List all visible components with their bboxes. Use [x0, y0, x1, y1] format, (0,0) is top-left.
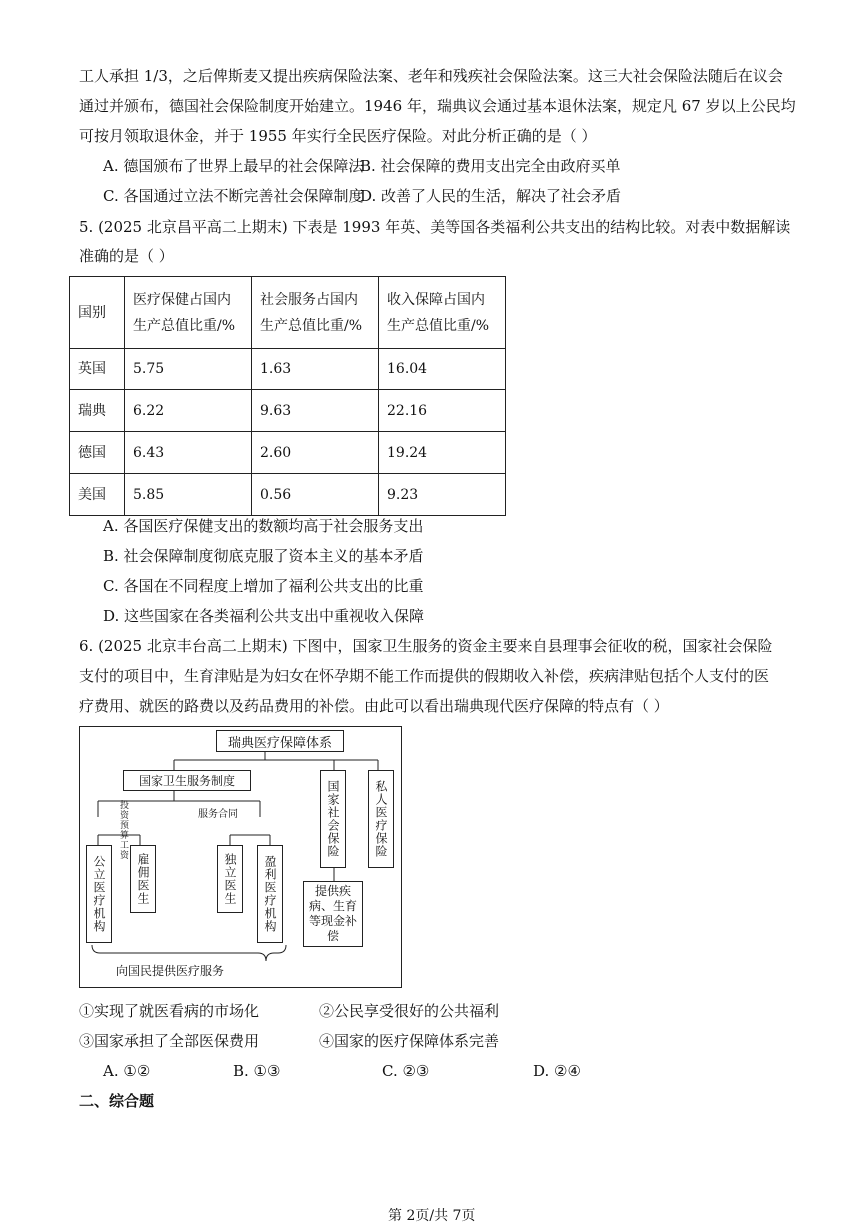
option-b: B. 社会保障的费用支出完全由政府买单	[360, 157, 621, 175]
table-cell: 16.04	[379, 349, 506, 390]
option-c: C. 各国在不同程度上增加了福利公共支出的比重	[103, 577, 424, 595]
profit-institution-box: 盈利医疗机构	[257, 845, 283, 943]
option-a: A. ①②	[103, 1062, 151, 1080]
question-6-line: 支付的项目中，生育津贴是为妇女在怀孕期不能工作而提供的假期收入补偿，疾病津贴包括个人支付的医	[79, 667, 770, 685]
statement-1: ①实现了就医看病的市场化	[79, 1002, 260, 1020]
table-header-cell: 医疗保健占国内生产总值比重/%	[125, 277, 252, 349]
table-cell: 2.60	[252, 432, 379, 474]
medical-system-diagram	[79, 726, 402, 988]
table-cell: 22.16	[379, 390, 506, 432]
statement-3: ③国家承担了全部医保费用	[79, 1032, 260, 1050]
table-cell: 9.23	[379, 474, 506, 516]
employed-doctor-box: 雇佣医生	[130, 845, 156, 913]
table-cell: 瑞典	[70, 390, 125, 432]
table-header-cell: 国别	[70, 277, 125, 349]
question-6-line: 6. (2025 北京丰台高二上期末) 下图中，国家卫生服务的资金主要来自县理事会征收的税，国家社会保险	[79, 637, 773, 655]
subsidy-box: 提供疾病、生育等现金补偿	[303, 881, 363, 947]
section-heading: 二、综合题	[79, 1092, 155, 1110]
table-header-cell: 社会服务占国内生产总值比重/%	[252, 277, 379, 349]
table-row	[70, 474, 506, 516]
table-cell: 5.85	[125, 474, 252, 516]
option-a: A. 德国颁布了世界上最早的社会保障法	[103, 157, 364, 175]
paragraph-line: 工人承担 1/3，之后俾斯麦又提出疾病保险法案、老年和残疾社会保险法案。这三大社会保险法随后在议会	[79, 67, 783, 85]
option-c: C. 各国通过立法不断完善社会保障制度	[103, 187, 364, 205]
table-row	[70, 432, 506, 474]
table-cell: 0.56	[252, 474, 379, 516]
social-insurance-box: 国家社会保险	[320, 770, 346, 868]
option-d: D. 改善了人民的生活，解决了社会矛盾	[360, 187, 622, 205]
option-b: B. 社会保障制度彻底克服了资本主义的基本矛盾	[103, 547, 424, 565]
question-6-line: 疗费用、就医的路费以及药品费用的补偿。由此可以看出瑞典现代医疗保障的特点有（ ）	[79, 697, 669, 715]
statement-4: ④国家的医疗保障体系完善	[319, 1032, 500, 1050]
page-footer: 第 2页/共 7页	[388, 1208, 476, 1224]
statement-2: ②公民享受很好的公共福利	[319, 1002, 500, 1020]
paragraph-line: 通过并颁布，德国社会保险制度开始建立。1946 年，瑞典议会通过基本退休法案，规定凡 67 岁以上公民均	[79, 97, 796, 115]
table-cell: 9.63	[252, 390, 379, 432]
table-row	[70, 349, 506, 390]
private-insurance-box: 私人医疗保险	[368, 770, 394, 868]
contract-label: 服务合同	[198, 809, 238, 820]
table-header-cell: 收入保障占国内生产总值比重/%	[379, 277, 506, 349]
table-cell: 6.43	[125, 432, 252, 474]
table-cell: 英国	[70, 349, 125, 390]
public-institution-box: 公立医疗机构	[86, 845, 112, 943]
table-header-row	[70, 277, 506, 349]
table-cell: 5.75	[125, 349, 252, 390]
independent-doctor-box: 独立医生	[217, 845, 243, 913]
paragraph-line: 可按月领取退休金，并于 1955 年实行全民医疗保险。对此分析正确的是（ ）	[79, 127, 597, 145]
question-5-line: 准确的是（ ）	[79, 247, 174, 265]
table-cell: 德国	[70, 432, 125, 474]
option-d: D. ②④	[533, 1062, 581, 1080]
national-health-box: 国家卫生服务制度	[123, 770, 251, 791]
welfare-table	[69, 276, 506, 516]
diagram-title-box: 瑞典医疗保障体系	[216, 730, 344, 752]
table-cell: 1.63	[252, 349, 379, 390]
option-a: A. 各国医疗保健支出的数额均高于社会服务支出	[103, 517, 424, 535]
question-5-line: 5. (2025 北京昌平高二上期末) 下表是 1993 年英、美等国各类福利公共支出的结构比较。对表中数据解读	[79, 218, 791, 236]
option-d: D. 这些国家在各类福利公共支出中重视收入保障	[103, 607, 425, 625]
option-b: B. ①③	[233, 1062, 281, 1080]
table-cell: 美国	[70, 474, 125, 516]
table-cell: 6.22	[125, 390, 252, 432]
funding-label: 投资预算工资	[118, 800, 128, 860]
table-row	[70, 390, 506, 432]
table-cell: 19.24	[379, 432, 506, 474]
bottom-label: 向国民提供医疗服务	[116, 964, 225, 978]
option-c: C. ②③	[382, 1062, 430, 1080]
